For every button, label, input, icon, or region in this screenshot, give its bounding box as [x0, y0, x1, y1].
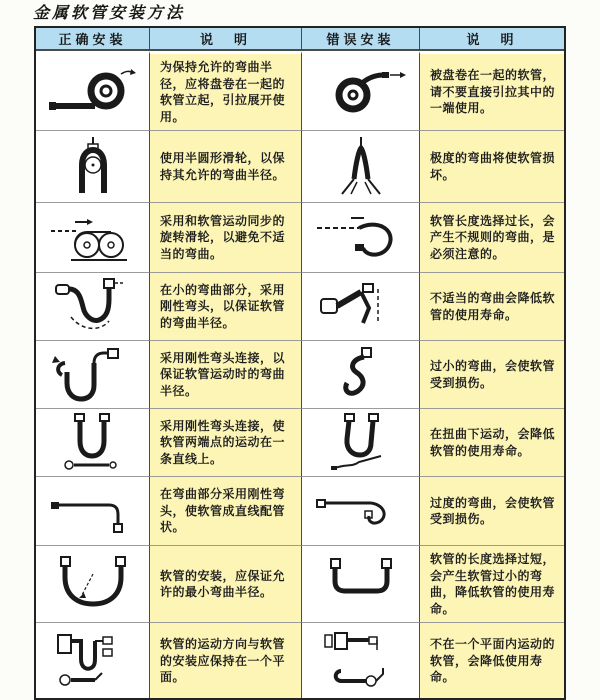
installation-methods-table — [34, 26, 566, 700]
correct-description-cell — [149, 340, 301, 408]
correct-description-cell — [149, 408, 301, 476]
minimum-bend-radius-u-hose-icon — [43, 552, 143, 612]
description-text: 被盘卷在一起的软管，请不要直接引拉其中的一端使用。 — [430, 68, 556, 116]
wrong-image-cell — [301, 545, 419, 622]
correct-image-cell — [36, 622, 149, 698]
table-row — [36, 545, 564, 622]
correct-description-cell — [149, 130, 301, 202]
wrong-description-cell — [419, 340, 564, 408]
coiled-hose-stood-up-unrolled-icon — [43, 60, 143, 120]
table-row — [36, 340, 564, 408]
correct-description-cell — [149, 622, 301, 698]
table-row — [36, 272, 564, 340]
wrong-description-cell — [419, 272, 564, 340]
table-row — [36, 130, 564, 202]
improper-sharp-v-bend-hose-icon — [311, 275, 411, 335]
wrong-image-cell — [301, 202, 419, 272]
description-text: 采用刚性弯头连接，以保证软管运动时的弯曲半径。 — [160, 350, 286, 398]
wrong-description-cell — [419, 130, 564, 202]
u-hose-ends-moving-in-line-icon — [43, 411, 143, 471]
description-text: 软管的安装，应保证允许的最小弯曲半径。 — [160, 568, 286, 600]
overbent-hose-elbow-icon — [311, 479, 411, 539]
column-header-description-2: 说 明 — [419, 28, 564, 51]
correct-description-cell — [149, 51, 301, 130]
correct-image-cell — [36, 130, 149, 202]
wrong-description-cell — [419, 622, 564, 698]
straight-hose-with-rigid-elbow-icon — [43, 479, 143, 539]
table-row — [36, 622, 564, 698]
correct-image-cell — [36, 51, 149, 130]
correct-image-cell — [36, 272, 149, 340]
description-text: 在小的弯曲部分，采用刚性弯头，以保证软管的弯曲半径。 — [160, 282, 286, 330]
non-coplanar-hose-parts-icon — [311, 629, 411, 689]
extremely-bent-hanging-hose-icon — [311, 135, 411, 195]
description-text: 软管的运动方向与软管的安装应保持在一个平面。 — [160, 637, 286, 685]
table-row — [36, 408, 564, 476]
wrong-image-cell — [301, 408, 419, 476]
wrong-image-cell — [301, 130, 419, 202]
column-header-description-1: 说 明 — [149, 28, 301, 51]
wrong-image-cell — [301, 476, 419, 545]
u-hose-moving-under-twist-icon — [311, 411, 411, 471]
correct-image-cell — [36, 408, 149, 476]
description-text: 软管的长度选择过短，会产生软管过小的弯曲，降低软管的使用寿命。 — [430, 552, 556, 616]
too-small-bend-hook-hose-icon — [311, 343, 411, 403]
table-row — [36, 51, 564, 130]
correct-description-cell — [149, 272, 301, 340]
description-text: 使用半圆形滑轮，以保持其允许的弯曲半径。 — [160, 151, 286, 182]
too-short-flat-bottom-hose-icon — [311, 552, 411, 612]
rigid-elbow-connected-u-hose-icon — [43, 343, 143, 403]
correct-image-cell — [36, 340, 149, 408]
column-header-correct-install: 正确安装 — [36, 28, 149, 51]
page-title: 金属软管安装方法 — [33, 3, 186, 22]
wrong-image-cell — [301, 622, 419, 698]
wrong-description-cell — [419, 476, 564, 545]
correct-image-cell — [36, 476, 149, 545]
description-text: 极度的弯曲将使软管损坏。 — [430, 151, 556, 182]
table-header-row — [36, 28, 564, 51]
wrong-image-cell — [301, 51, 419, 130]
description-text: 软管长度选择过长，会产生不规则的弯曲，是必须注意的。 — [430, 213, 556, 261]
description-text: 在扭曲下运动，会降低软管的使用寿命。 — [430, 427, 556, 458]
wrong-description-cell — [419, 202, 564, 272]
hose-with-synchronized-rotating-pulleys-icon — [43, 206, 143, 266]
wrong-description-cell — [419, 51, 564, 130]
coiled-hose-pulled-from-end-icon — [311, 60, 411, 120]
wrong-image-cell — [301, 340, 419, 408]
description-text: 采用和软管运动同步的旋转滑轮，以避免不适当的弯曲。 — [160, 213, 286, 261]
hose-on-semicircular-pulley-icon — [43, 135, 143, 195]
description-text: 采用刚性弯头连接，使软管两端点的运动在一条直线上。 — [160, 418, 286, 466]
correct-description-cell — [149, 545, 301, 622]
small-bend-rigid-elbow-u-hose-icon — [43, 275, 143, 335]
wrong-image-cell — [301, 272, 419, 340]
wrong-description-cell — [419, 408, 564, 476]
description-text: 为保持允许的弯曲半径，应将盘卷在一起的软管立起，引拉展开使用。 — [160, 60, 286, 124]
coplanar-hose-motion-trap-icon — [43, 629, 143, 689]
table-row — [36, 202, 564, 272]
wrong-description-cell — [419, 545, 564, 622]
description-text: 不适当的弯曲会降低软管的使用寿命。 — [430, 291, 556, 322]
description-text: 过小的弯曲，会使软管受到损伤。 — [430, 359, 556, 390]
correct-image-cell — [36, 202, 149, 272]
correct-description-cell — [149, 202, 301, 272]
correct-image-cell — [36, 545, 149, 622]
correct-description-cell — [149, 476, 301, 545]
description-text: 在弯曲部分采用刚性弯头，使软管成直线配管状。 — [160, 487, 286, 535]
description-text: 过度的弯曲，会使软管受到损伤。 — [430, 495, 556, 527]
table-row — [36, 476, 564, 545]
overlong-hose-irregular-loop-icon — [311, 206, 411, 266]
description-text: 不在一个平面内运动的软管，会降低使用寿命。 — [430, 637, 556, 685]
column-header-wrong-install: 错误安装 — [301, 28, 419, 51]
